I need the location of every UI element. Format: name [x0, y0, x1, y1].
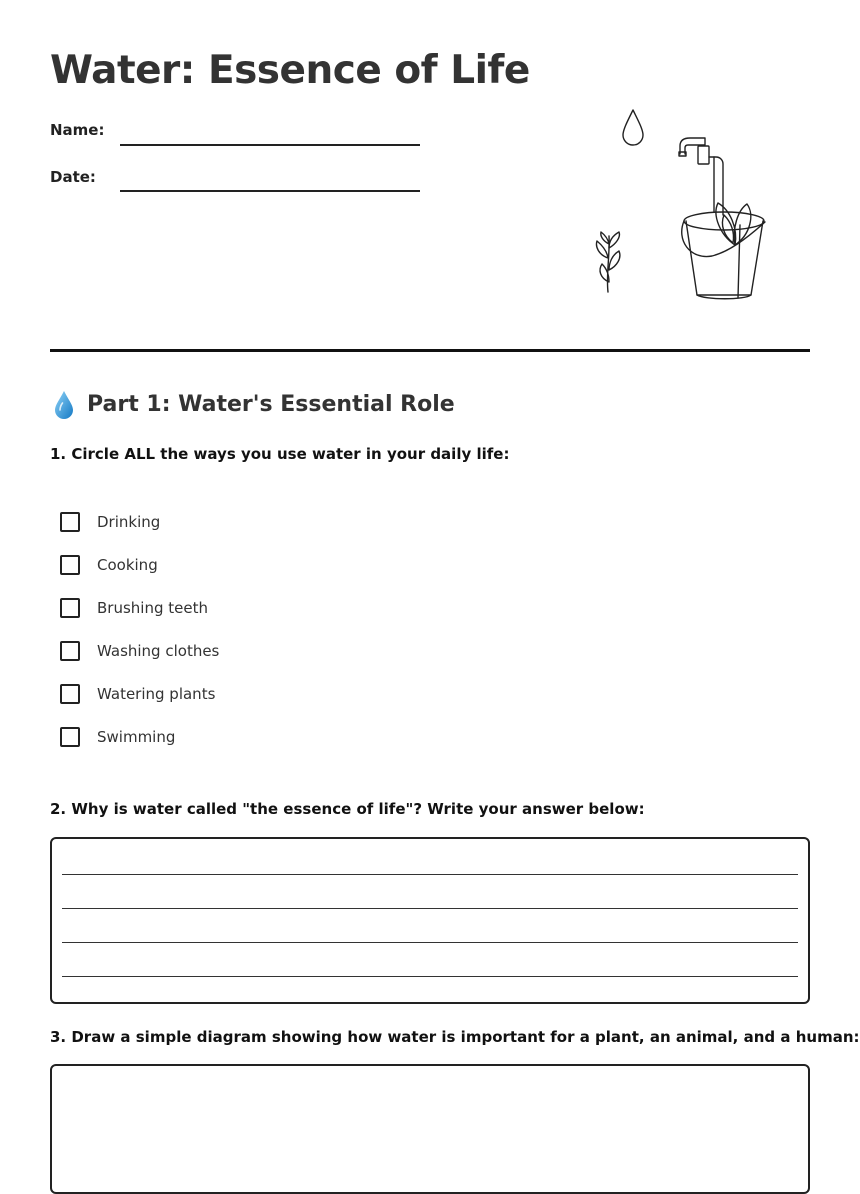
list-item[interactable] — [60, 586, 219, 629]
section-divider — [50, 349, 810, 352]
date-label: Date: — [50, 168, 96, 186]
water-drop-icon — [50, 388, 78, 420]
answer-line — [62, 976, 798, 977]
option-label: Swimming — [97, 727, 176, 746]
water-drop-icon — [623, 110, 643, 145]
part1-heading — [50, 386, 455, 422]
option-label: Cooking — [97, 555, 158, 574]
question-2: 2. Why is water called "the essence of life"? Write your answer below: — [50, 800, 645, 818]
checkbox[interactable] — [60, 598, 80, 618]
answer-line — [62, 908, 798, 909]
checkbox[interactable] — [60, 684, 80, 704]
list-item[interactable] — [60, 672, 219, 715]
faucet-icon — [679, 138, 723, 215]
checkbox[interactable] — [60, 641, 80, 661]
sprout-icon — [596, 232, 619, 292]
worksheet-title: Water: Essence of Life — [50, 48, 530, 93]
checkbox[interactable] — [60, 555, 80, 575]
option-label: Watering plants — [97, 684, 216, 703]
name-label: Name: — [50, 121, 105, 139]
list-item[interactable] — [60, 715, 219, 758]
water-illustration — [580, 100, 780, 305]
water-use-checklist — [60, 500, 219, 758]
date-field[interactable] — [120, 190, 420, 192]
name-field[interactable] — [120, 144, 420, 146]
answer-box[interactable] — [50, 837, 810, 1004]
option-label: Brushing teeth — [97, 598, 208, 617]
list-item[interactable] — [60, 629, 219, 672]
checkbox[interactable] — [60, 727, 80, 747]
bucket-icon — [682, 212, 765, 299]
checkbox[interactable] — [60, 512, 80, 532]
answer-line — [62, 874, 798, 875]
list-item[interactable] — [60, 543, 219, 586]
option-label: Washing clothes — [97, 641, 220, 660]
question-3: 3. Draw a simple diagram showing how water is important for a plant, an animal, and a human: — [50, 1028, 860, 1046]
list-item[interactable] — [60, 500, 219, 543]
answer-line — [62, 942, 798, 943]
part1-heading-text: Part 1: Water's Essential Role — [87, 391, 455, 417]
option-label: Drinking — [97, 512, 161, 531]
question-1: 1. Circle ALL the ways you use water in your daily life: — [50, 445, 510, 463]
drawing-area[interactable] — [50, 1064, 810, 1194]
